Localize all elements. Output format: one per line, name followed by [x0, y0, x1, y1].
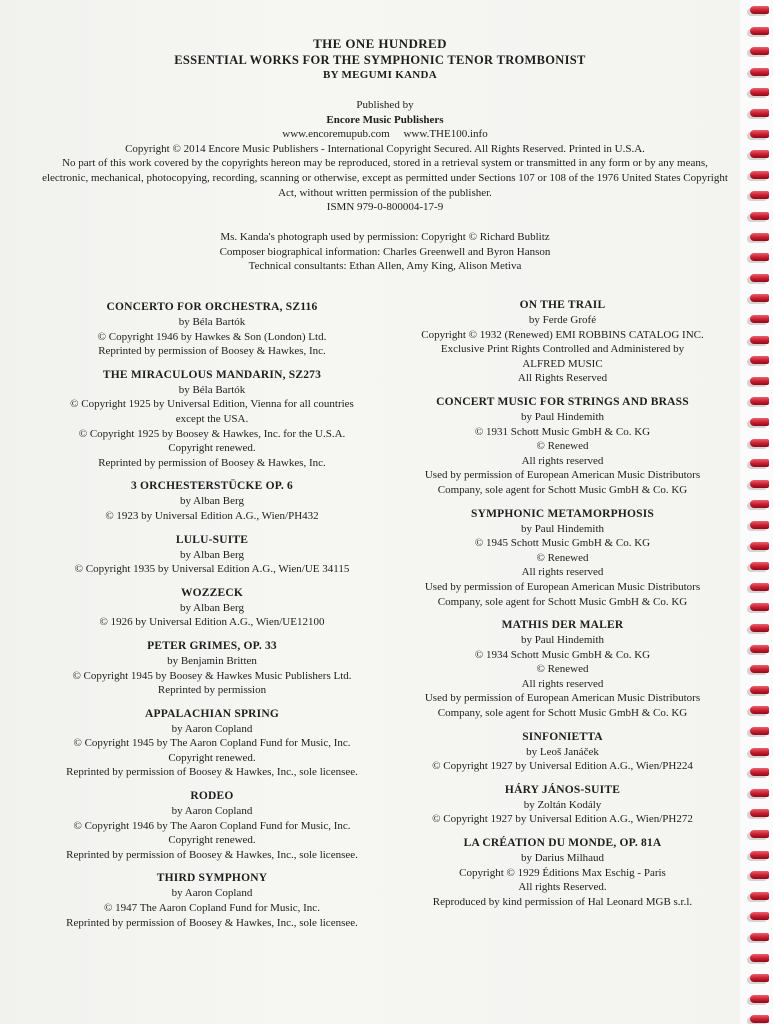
binding-ring: [750, 150, 769, 158]
binding-ring: [750, 912, 769, 920]
binding-ring: [750, 603, 769, 611]
work-title: WOZZECK: [180, 586, 244, 599]
permission-line: © Copyright 1945 by The Aaron Copland Fund for Music, Inc.: [73, 737, 351, 750]
permission-entry: [52, 707, 372, 780]
spiral-binding: [740, 0, 773, 1024]
binding-ring: [750, 665, 769, 673]
permission-entry: [405, 836, 720, 909]
work-title: APPALACHIAN SPRING: [144, 707, 280, 720]
permission-entry: [52, 639, 372, 698]
permission-line: All Rights Reserved: [517, 372, 608, 385]
composer-line: by Paul Hindemith: [520, 522, 605, 535]
permission-line: © 1931 Schott Music GmbH & Co. KG: [474, 425, 651, 438]
permission-line: All rights reserved: [521, 566, 604, 579]
work-title: HÁRY JÁNOS-SUITE: [504, 783, 621, 796]
permission-line: © 1945 Schott Music GmbH & Co. KG: [474, 537, 651, 550]
work-title: MATHIS DER MALER: [501, 619, 624, 632]
permission-entry: [405, 298, 720, 386]
permission-line: Exclusive Print Rights Controlled and Administered by: [440, 343, 685, 356]
permission-line: All rights reserved: [521, 454, 604, 467]
permission-line: Reprinted by permission of Boosey & Hawkes, Inc., sole licensee.: [66, 916, 358, 929]
binding-ring: [750, 933, 769, 941]
composer-line: by Ferde Grofé: [528, 314, 597, 326]
binding-ring: [750, 727, 769, 735]
binding-ring: [750, 130, 769, 138]
composer-line: by Benjamin Britten: [167, 654, 257, 667]
composer-line: by Paul Hindemith: [520, 410, 605, 423]
permission-line: © Copyright 1925 by Universal Edition, Vienna for all countries: [70, 398, 354, 411]
work-title: LULU-SUITE: [175, 533, 249, 546]
binding-ring: [750, 871, 769, 879]
publisher-block: [40, 98, 730, 215]
permission-line: © Copyright 1927 by Universal Edition A.G., Wien/PH224: [432, 760, 693, 773]
composer-line: by Paul Hindemith: [520, 634, 605, 647]
binding-ring: [750, 47, 769, 55]
binding-ring: [750, 830, 769, 838]
composer-line: by Aaron Copland: [171, 805, 253, 818]
work-title: CONCERTO FOR ORCHESTRA, SZ116: [106, 301, 318, 313]
binding-ring: [750, 892, 769, 900]
work-title: SINFONIETTA: [522, 730, 603, 743]
binding-ring: [750, 789, 769, 797]
work-title: PETER GRIMES, OP. 33: [147, 639, 277, 652]
copyright-notice: No part of this work covered by the copyrights hereon may be reproduced, stored in a retrieval system or transmitted in any form or by any means, electronic, mechanical, photocopying, recording, scanning or otherwise, except as permitted under Sections 107 or 108 of the 1976 United States Copyright Act, without written permission of the publisher.: [42, 157, 728, 199]
permission-line: © Copyright 1927 by Universal Edition A.G., Wien/PH272: [432, 813, 693, 826]
work-title: RODEO: [190, 790, 234, 803]
right-permissions-column: [405, 298, 720, 918]
binding-ring: [750, 336, 769, 344]
binding-ring: [750, 1015, 769, 1023]
credits-block: [40, 230, 730, 274]
permission-line: Copyright renewed.: [168, 834, 256, 847]
permission-line: Company, sole agent for Schott Music GmbH & Co. KG: [437, 483, 688, 496]
binding-ring: [750, 624, 769, 632]
permission-line: Reproduced by kind permission of Hal Leonard MGB s.r.l.: [432, 895, 693, 908]
permission-line: © 1926 by Universal Edition A.G., Wien/UE12100: [99, 616, 325, 629]
binding-ring: [750, 500, 769, 508]
permission-line: Company, sole agent for Schott Music GmbH & Co. KG: [437, 707, 688, 720]
binding-ring: [750, 233, 769, 241]
permission-line: © Copyright 1925 by Boosey & Hawkes, Inc. for the U.S.A.: [78, 427, 346, 440]
binding-ring: [750, 768, 769, 776]
binding-ring: [750, 521, 769, 529]
binding-ring: [750, 974, 769, 982]
permission-line: © 1934 Schott Music GmbH & Co. KG: [474, 648, 651, 661]
binding-ring: [750, 686, 769, 694]
permission-line: Used by permission of European American Music Distributors: [424, 580, 701, 593]
permission-line: © Copyright 1935 by Universal Edition A.G., Wien/UE 34115: [74, 563, 350, 576]
book-subtitle: ESSENTIAL WORKS FOR THE SYMPHONIC TENOR TROMBONIST: [174, 53, 586, 67]
binding-ring: [750, 68, 769, 76]
permission-entry: [405, 730, 720, 774]
binding-ring: [750, 274, 769, 282]
permission-line: except the USA.: [175, 412, 249, 425]
work-title: ON THE TRAIL: [519, 299, 606, 311]
binding-ring: [750, 171, 769, 179]
work-title: THIRD SYMPHONY: [156, 872, 268, 885]
binding-ring: [750, 954, 769, 962]
binding-ring: [750, 27, 769, 35]
composer-line: by Alban Berg: [180, 548, 244, 561]
title-block: [40, 36, 720, 82]
permission-line: Copyright renewed.: [168, 751, 256, 764]
composer-line: by Aaron Copland: [171, 722, 253, 735]
ismn: ISMN 979-0-800004-17-9: [326, 201, 444, 214]
permission-entry: [405, 783, 720, 827]
binding-ring: [750, 356, 769, 364]
bio-credit: Composer biographical information: Charles Greenwell and Byron Hanson: [219, 245, 551, 258]
permission-line: Copyright © 1932 (Renewed) EMI ROBBINS CATALOG INC.: [421, 328, 704, 341]
consultants-credit: Technical consultants: Ethan Allen, Amy King, Alison Metiva: [248, 260, 522, 273]
binding-ring: [750, 439, 769, 447]
permission-entry: [52, 789, 372, 862]
permission-entry: [52, 871, 372, 930]
permission-line: © Renewed: [536, 440, 589, 453]
composer-line: by Darius Milhaud: [520, 852, 605, 865]
permission-line: Reprinted by permission of Boosey & Hawkes, Inc.: [98, 456, 326, 469]
permission-entry: [405, 507, 720, 610]
permission-line: © Copyright 1946 by The Aaron Copland Fund for Music, Inc.: [73, 819, 351, 832]
work-title: SYMPHONIC METAMORPHOSIS: [471, 507, 654, 520]
binding-ring: [750, 645, 769, 653]
publisher-name: Encore Music Publishers: [326, 113, 444, 126]
permission-line: © 1947 The Aaron Copland Fund for Music, Inc.: [104, 902, 320, 915]
binding-ring: [750, 459, 769, 467]
permission-entry: [405, 395, 720, 498]
book-title: THE ONE HUNDRED: [313, 36, 447, 51]
composer-line: by Aaron Copland: [171, 887, 253, 900]
permission-line: © 1923 by Universal Edition A.G., Wien/PH432: [105, 509, 319, 522]
book-author: BY MEGUMI KANDA: [322, 69, 438, 81]
binding-ring: [750, 480, 769, 488]
permission-line: © Renewed: [536, 663, 589, 676]
composer-line: by Alban Berg: [180, 601, 244, 614]
work-title: CONCERT MUSIC FOR STRINGS AND BRASS: [436, 395, 689, 408]
permission-entry: [52, 300, 372, 359]
binding-ring: [750, 212, 769, 220]
work-title: 3 ORCHESTERSTÜCKE OP. 6: [130, 480, 294, 493]
permission-line: Copyright © 1929 Éditions Max Eschig - Paris: [459, 866, 666, 879]
permission-entry: [52, 479, 372, 523]
composer-line: by Leoš Janáček: [526, 745, 599, 758]
copyright-line: Copyright © 2014 Encore Music Publishers - International Copyright Secured. All Rights Reserved. Printed in U.S.A.: [125, 142, 645, 155]
binding-ring: [750, 418, 769, 426]
permission-line: Reprinted by permission: [157, 684, 267, 697]
permission-line: All rights reserved: [521, 677, 604, 690]
binding-ring: [750, 583, 769, 591]
binding-ring: [750, 315, 769, 323]
permission-line: Reprinted by permission of Boosey & Hawkes, Inc., sole licensee.: [66, 848, 358, 861]
binding-ring: [750, 562, 769, 570]
permission-line: Used by permission of European American Music Distributors: [424, 469, 701, 482]
permission-line: Reprinted by permission of Boosey & Hawkes, Inc., sole licensee.: [66, 766, 358, 779]
permission-entry: [52, 368, 372, 471]
binding-ring: [750, 6, 769, 14]
work-title: LA CRÉATION DU MONDE, OP. 81A: [463, 837, 662, 850]
photo-credit: Ms. Kanda's photograph used by permission: Copyright © Richard Bublitz: [220, 231, 550, 243]
composer-line: by Béla Bartók: [178, 383, 246, 396]
permission-line: All rights Reserved.: [518, 881, 607, 894]
permission-entry: [52, 533, 372, 577]
binding-ring: [750, 748, 769, 756]
binding-ring: [750, 995, 769, 1003]
binding-ring: [750, 851, 769, 859]
permission-entry: [52, 586, 372, 630]
binding-ring: [750, 109, 769, 117]
permission-line: Used by permission of European American Music Distributors: [424, 692, 701, 705]
permission-line: Reprinted by permission of Boosey & Hawkes, Inc.: [98, 345, 326, 358]
binding-ring: [750, 809, 769, 817]
permission-line: © Copyright 1946 by Hawkes & Son (London) Ltd.: [97, 330, 327, 343]
binding-ring: [750, 294, 769, 302]
permission-line: © Renewed: [536, 551, 589, 564]
binding-ring: [750, 191, 769, 199]
binding-ring: [750, 542, 769, 550]
left-permissions-column: [52, 300, 372, 939]
work-title: THE MIRACULOUS MANDARIN, SZ273: [102, 368, 322, 381]
composer-line: by Zoltán Kodály: [523, 798, 602, 811]
permission-line: © Copyright 1945 by Boosey & Hawkes Music Publishers Ltd.: [72, 669, 352, 682]
binding-ring: [750, 397, 769, 405]
permission-line: Copyright renewed.: [168, 442, 256, 455]
binding-ring: [750, 88, 769, 96]
permission-line: ALFRED MUSIC: [522, 357, 603, 370]
binding-ring: [750, 253, 769, 261]
binding-ring: [750, 706, 769, 714]
composer-line: by Alban Berg: [180, 495, 244, 508]
publisher-websites: www.encoremupub.com www.THE100.info: [282, 128, 488, 141]
binding-ring: [750, 377, 769, 385]
permission-entry: [405, 618, 720, 721]
permission-line: Company, sole agent for Schott Music GmbH & Co. KG: [437, 595, 688, 608]
composer-line: by Béla Bartók: [178, 316, 246, 328]
published-by-label: Published by: [356, 99, 414, 111]
